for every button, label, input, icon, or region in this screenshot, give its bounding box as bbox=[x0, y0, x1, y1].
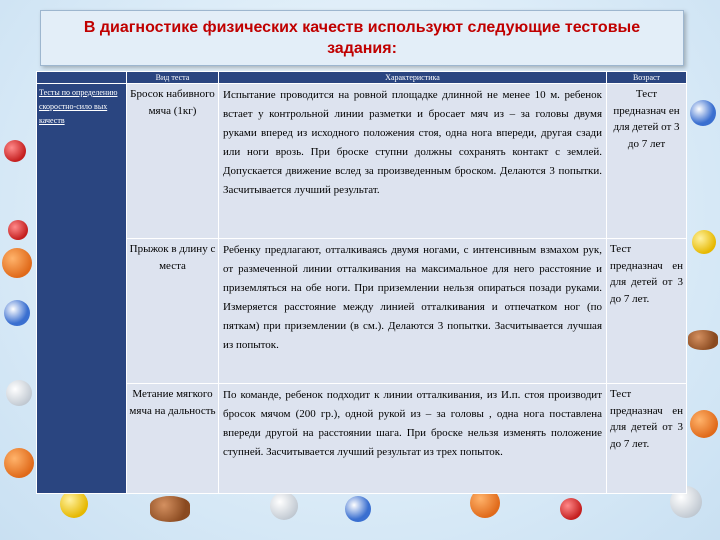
ball-icon bbox=[8, 220, 28, 240]
volleyball-icon bbox=[690, 100, 716, 126]
volleyball-icon bbox=[345, 496, 371, 522]
basketball-icon bbox=[4, 448, 34, 478]
basketball-icon bbox=[690, 410, 718, 438]
ball-icon bbox=[560, 498, 582, 520]
table-header-category bbox=[37, 72, 127, 84]
test-description-cell: По команде, ребенок подходит к линии отталкивания, из И.п. стоя производит бросок мячом (200 гр.), одной рукой из – за головы , одна нога поставлена впереди другой на расстоянии шага. При броске нельзя изменять положение ступней. Засчитывается лучший результат из трех попыток. bbox=[219, 384, 607, 494]
test-name-cell: Метание мягкого мяча на дальность bbox=[127, 384, 219, 494]
tennis-ball-icon bbox=[60, 490, 88, 518]
volleyball-icon bbox=[4, 300, 30, 326]
test-age-cell: Тест предназнач ен для детей от 3 до 7 лет bbox=[607, 84, 687, 239]
test-age-cell: Тест предназнач ен для детей от 3 до 7 лет. bbox=[607, 384, 687, 494]
slide-title: В диагностике физических качеств используют следующие тестовые задания: bbox=[83, 19, 641, 57]
tests-table bbox=[36, 71, 687, 494]
test-description-cell: Испытание проводится на ровной площадке длинной не менее 10 м. ребенок встает у контрольной линии разметки и бросает мяч из – за головы двумя руками вперед из исходного положения стоя, одна нога впереди, другая сзади или ноги врозь. При броске ступни должны сохранять контакт с землей. Допускается движение вслед за произведенным броском. Делаются 3 попытки. Засчитывается лучший результат. bbox=[219, 84, 607, 239]
category-cell: Тесты по определению скоростно-сило вых качеств bbox=[37, 84, 127, 494]
basketball-icon bbox=[2, 248, 32, 278]
test-name-cell: Бросок набивного мяча (1кг) bbox=[127, 84, 219, 239]
ball-icon bbox=[4, 140, 26, 162]
table-row bbox=[37, 84, 687, 239]
table-header-description: Характеристика bbox=[219, 72, 607, 84]
slide-title-box bbox=[40, 10, 684, 66]
soccer-ball-icon bbox=[270, 492, 298, 520]
table-header-test-type: Вид теста bbox=[127, 72, 219, 84]
tennis-ball-icon bbox=[692, 230, 716, 254]
rugby-ball-icon bbox=[688, 330, 718, 350]
soccer-ball-icon bbox=[6, 380, 32, 406]
test-name-cell: Прыжок в длину с места bbox=[127, 239, 219, 384]
table-header-row bbox=[37, 72, 687, 84]
table-row bbox=[37, 239, 687, 384]
test-description-cell: Ребенку предлагают, отталкиваясь двумя ногами, с интенсивным взмахом рук, от размеченной линии отталкивания на максимальное для него расстояние и приземляться на обе ноги. При приземлении нельзя опираться позади руками. Измеряется расстояние между линией отталкивания и отпечатком ног (по пяткам) при приземлении (в см.). Делаются 3 попытки. Засчитывается лучшая из попыток. bbox=[219, 239, 607, 384]
table-row bbox=[37, 384, 687, 494]
test-age-cell: Тест предназнач ен для детей от 3 до 7 лет. bbox=[607, 239, 687, 384]
rugby-ball-icon bbox=[150, 496, 190, 522]
table-header-age: Возраст bbox=[607, 72, 687, 84]
